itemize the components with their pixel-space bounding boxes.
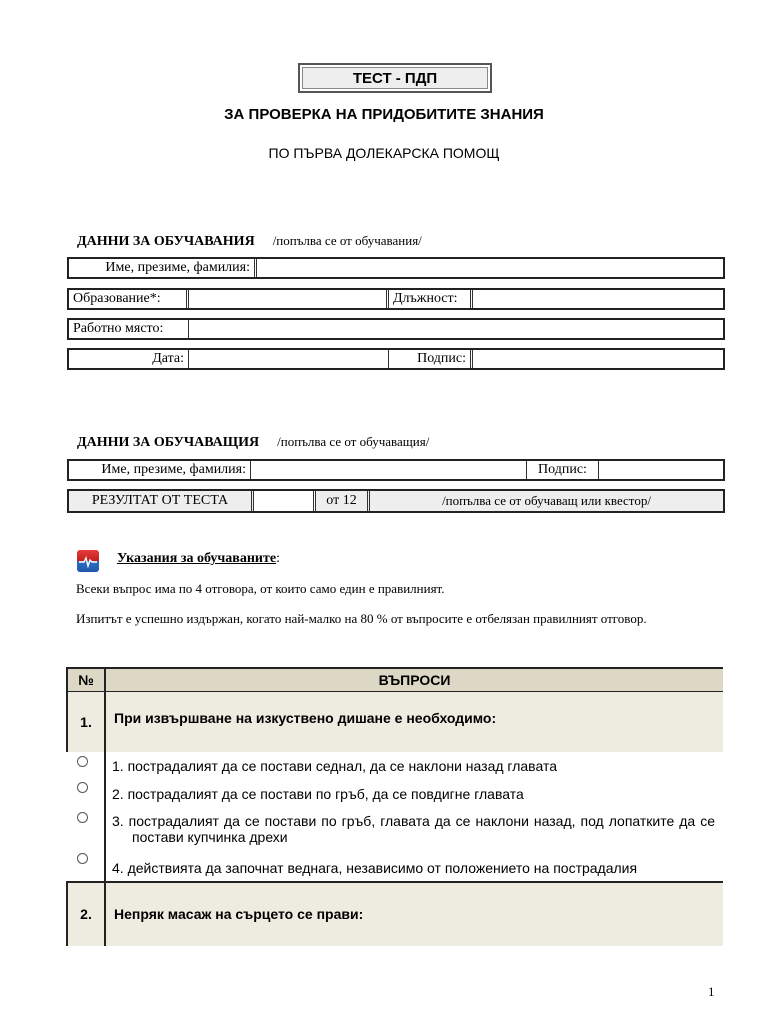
answer-text-2: 2. пострадалият да се постави по гръб, да се повдигне главата	[112, 785, 524, 802]
trainee-workplace-row	[67, 318, 725, 340]
trainer-signature-label: Подпис:	[527, 461, 599, 479]
question-text-1: При извършване на изкуствено дишане е необходимо:	[105, 692, 723, 752]
question-row-1	[67, 692, 723, 752]
heartbeat-line-icon	[77, 550, 99, 572]
instructions-title	[117, 551, 280, 567]
trainer-section-heading	[77, 434, 429, 451]
answer-radio-1[interactable]	[77, 756, 88, 767]
trainee-education-row	[67, 288, 725, 310]
position-label: Длъжност:	[389, 290, 473, 308]
test-result-row	[67, 489, 725, 513]
test-result-field[interactable]	[254, 491, 316, 511]
trainee-date-row	[67, 348, 725, 370]
trainer-heading-text: ДАННИ ЗА ОБУЧАВАЩИЯ	[77, 435, 260, 450]
trainee-heading-note: /попълва се от обучавания/	[272, 233, 422, 248]
trainer-name-row	[67, 459, 725, 481]
question-row-2	[67, 882, 723, 946]
answer-radio-cell	[67, 850, 105, 882]
trainee-heading-text: ДАННИ ЗА ОБУЧАВАНИЯ	[77, 234, 255, 249]
trainee-name-field[interactable]	[257, 259, 723, 277]
answer-row-4	[67, 850, 723, 882]
workplace-label: Работно място:	[69, 320, 189, 338]
questions-header-row	[67, 668, 723, 692]
answer-radio-3[interactable]	[77, 812, 88, 823]
subtitle-first-aid: ПО ПЪРВА ДОЛЕКАРСКА ПОМОЩ	[268, 145, 500, 161]
answer-row-2	[67, 780, 723, 808]
workplace-field[interactable]	[189, 320, 723, 338]
trainee-signature-field[interactable]	[473, 350, 723, 368]
trainee-name-row	[67, 257, 725, 279]
answer-radio-4[interactable]	[77, 853, 88, 864]
questions-table	[66, 667, 723, 946]
trainer-name-label: Име, презиме, фамилия:	[69, 461, 251, 479]
answer-radio-cell	[67, 752, 105, 780]
answer-text-3	[105, 808, 723, 850]
question-text-2: Непряк масаж на сърцето се прави:	[105, 882, 723, 946]
answer-text-1: 1. пострадалият да се постави седнал, да се наклони назад главата	[112, 757, 557, 774]
answer-text-3-content: 3. пострадалият да се постави по гръб, главата да се наклони назад, под лопатките да се постави купчинка дрехи	[112, 812, 715, 845]
education-field[interactable]	[189, 290, 389, 308]
trainer-heading-note: /попълва се от обучаващия/	[277, 434, 430, 449]
answer-radio-2[interactable]	[77, 782, 88, 793]
first-aid-heartbeat-icon	[77, 550, 99, 572]
answer-radio-cell	[67, 780, 105, 808]
trainee-signature-label: Подпис:	[389, 350, 473, 368]
trainer-signature-field[interactable]	[599, 461, 723, 479]
answer-text-4: 4. действията да започнат веднага, независимо от положението на пострадалия	[112, 860, 638, 876]
instructions-title-colon: :	[276, 551, 280, 566]
date-field[interactable]	[189, 350, 389, 368]
column-questions-header: ВЪПРОСИ	[105, 668, 723, 692]
trainer-name-field[interactable]	[251, 461, 527, 479]
position-field[interactable]	[473, 290, 723, 308]
instructions-title-text: Указания за обучаваните	[117, 551, 277, 566]
education-label: Образование*:	[69, 290, 189, 308]
test-result-of-label: от 12	[316, 491, 370, 511]
question-number-1: 1.	[67, 692, 105, 752]
subtitle-knowledge-check: ЗА ПРОВЕРКА НА ПРИДОБИТИТЕ ЗНАНИЯ	[224, 106, 544, 123]
trainee-section-heading	[77, 233, 422, 250]
test-result-label: РЕЗУЛТАТ ОТ ТЕСТА	[69, 491, 254, 511]
answer-row-3	[67, 808, 723, 850]
test-title: ТЕСТ - ПДП	[298, 63, 492, 93]
trainee-name-label: Име, презиме, фамилия:	[69, 259, 257, 277]
test-result-note: /попълва се от обучаващ или квестор/	[442, 493, 651, 508]
instructions-line-1: Всеки въпрос има по 4 отговора, от които само един е правилният.	[76, 581, 445, 596]
date-label: Дата:	[69, 350, 189, 368]
column-number-header: №	[67, 668, 105, 692]
instructions-line-2: Изпитът е успешно издържан, когато най-малко на 80 % от въпросите е отбелязан правилният отговор.	[76, 611, 647, 626]
answer-row-1	[67, 752, 723, 780]
answer-radio-cell	[67, 808, 105, 850]
question-number-2: 2.	[67, 882, 105, 946]
page-number: 1	[708, 984, 715, 999]
